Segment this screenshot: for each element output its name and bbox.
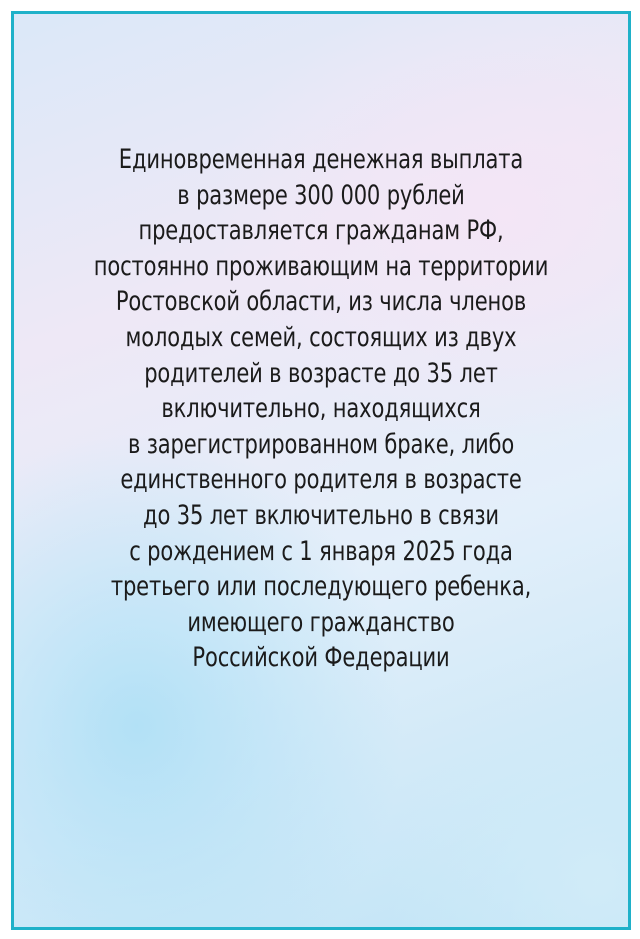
info-text bbox=[82, 142, 561, 676]
text-line: до 35 лет включительно в связи bbox=[143, 499, 499, 531]
text-line: Единовременная денежная выплата bbox=[118, 144, 524, 175]
text-line: с рождением с 1 января 2025 года bbox=[129, 535, 513, 567]
text-line: третьего или последующего ребенка, bbox=[110, 571, 532, 603]
text-line: единственного родителя в возрасте bbox=[120, 464, 522, 496]
text-line: Российской Федерации bbox=[192, 642, 450, 674]
text-line: постоянно проживающим на территории bbox=[93, 250, 549, 282]
info-card bbox=[11, 11, 631, 930]
text-line: имеющего гражданство bbox=[187, 606, 455, 638]
text-line: в размере 300 000 рублей bbox=[177, 179, 465, 211]
text-line: молодых семей, состоящих из двух bbox=[125, 321, 517, 353]
text-line: Ростовской области, из числа членов bbox=[115, 286, 527, 318]
text-line: предоставляется гражданам РФ, bbox=[138, 215, 504, 247]
text-line: включительно, находящихся bbox=[161, 393, 481, 425]
text-line: в зарегистрированном браке, либо bbox=[127, 428, 515, 460]
text-line: родителей в возрасте до 35 лет bbox=[144, 357, 498, 389]
